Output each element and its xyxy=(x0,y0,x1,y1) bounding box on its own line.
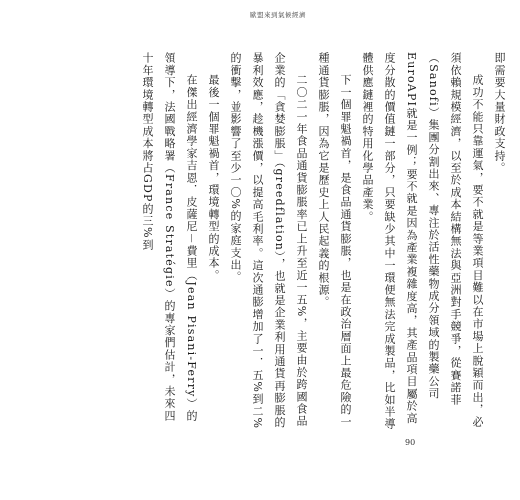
paragraph-1: 即需要大量財政支持。 xyxy=(493,52,506,174)
running-head: 歐盟來到氣候經濟 xyxy=(250,11,306,19)
paragraph-3: 下一個罪魁禍首，是食品通貨膨脹，也是在政治層面上最危險的一種通貨膨脹，因為它是歷史上人民起義的根源。 xyxy=(317,52,352,428)
page-number: 90 xyxy=(405,438,416,447)
paragraph-6: 在傑出經濟學家吉恩．皮薩尼－費里（Jean Pisani-Ferry）的領導下，法國戰略署（France Stratégie）的專家們估計，未來四十年環境轉型成本將占GDP的三%到 xyxy=(141,52,198,422)
paragraph-4: 二〇二一年食品通貨膨脹率已上升至近一五%，主要由於跨國食品企業的「貪婪膨脹」（greedflation），也就是企業利用通貨再膨脹的暴利效應，趁機漲價，以提高毛利率。這次通膨增加了一．五%到二%的衝擊，並影響了至少一〇%的家庭支出。 xyxy=(229,52,308,430)
vertical-text-body xyxy=(90,52,510,432)
paragraph-2: 成功不能只靠運氣，要不就是等業項目難以在市場上脫穎而出，必須依賴規模經濟，以至於成本結構無法與亞洲對手競爭，從賽諾菲（Sanofi）集團分割出來、專注於活性藥物成分領域的製藥公司EuroAPI就是一例；要不就是因為產業複雜度高，其產品項目屬於高度分散的價值鏈一部分，只要缺少其中一環便無法完成製品，比如半導體供應鏈裡的特用化學品產業。 xyxy=(361,52,484,431)
paragraph-5: 最後一個罪魁禍首，環境轉型的成本。 xyxy=(207,74,220,282)
